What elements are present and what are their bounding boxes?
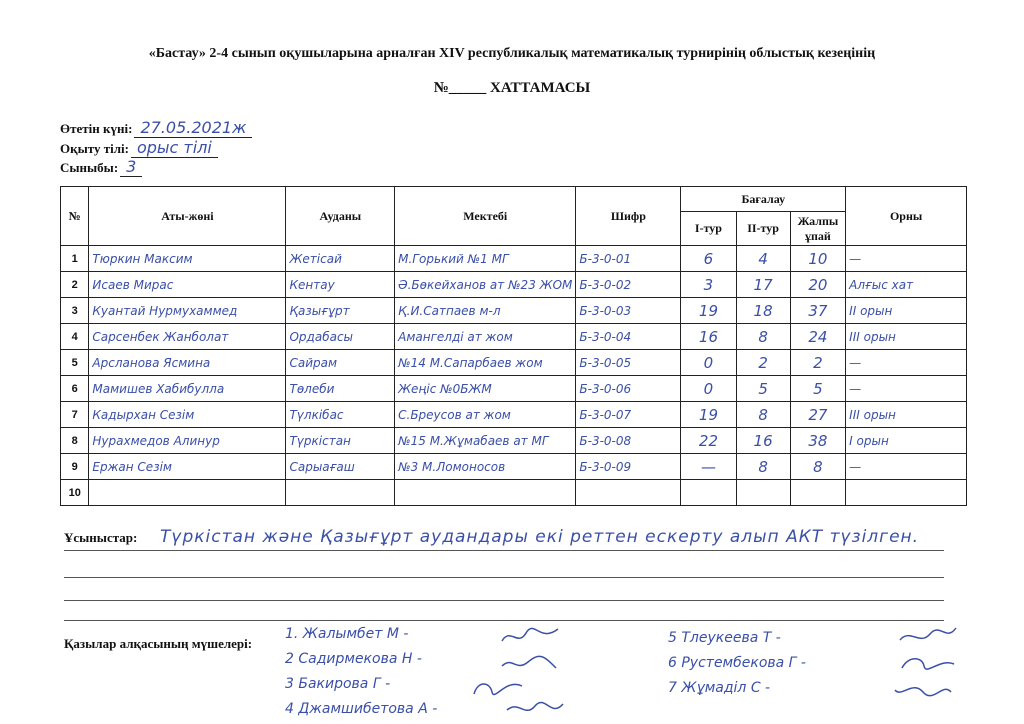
place-cell: — <box>846 454 967 480</box>
tour1-score: 0 <box>681 350 736 376</box>
jury-label: Қазылар алқасының мүшелері: <box>64 636 253 651</box>
student-name: Арсланова Ясмина <box>89 350 286 376</box>
student-name: Ержан Сезім <box>89 454 286 480</box>
tour1-score: 22 <box>681 428 736 454</box>
tour2-score: 8 <box>736 324 790 350</box>
school-cell: Ә.Бөкейханов ат №23 ЖОМ <box>395 272 576 298</box>
place-cell: Алғыс хат <box>846 272 967 298</box>
row-num: 10 <box>61 480 89 506</box>
table-row <box>61 272 967 298</box>
total-score: 27 <box>790 402 845 428</box>
tour1-score: 3 <box>681 272 736 298</box>
school-cell: М.Горький №1 МГ <box>395 246 576 272</box>
tour2-score: 4 <box>736 246 790 272</box>
tour2-score: 8 <box>736 402 790 428</box>
student-name: Нурахмедов Алинур <box>89 428 286 454</box>
signature-mark <box>898 626 958 648</box>
total-score: 24 <box>790 324 845 350</box>
date-label: Өтетін күні: <box>60 121 133 136</box>
code-cell: Б-3-0-02 <box>576 272 681 298</box>
rule-line <box>64 577 944 578</box>
tour1-score: 19 <box>681 402 736 428</box>
district-cell: Қазығұрт <box>286 298 395 324</box>
district-cell: Сарыағаш <box>286 454 395 480</box>
tour2-score: 5 <box>736 376 790 402</box>
protocol-title: №_____ ХАТТАМАСЫ <box>433 80 591 96</box>
student-name: Куантай Нурмухаммед <box>89 298 286 324</box>
row-num: 4 <box>61 324 89 350</box>
date-row <box>60 118 252 137</box>
student-name: Тюркин Максим <box>89 246 286 272</box>
student-name: Кадырхан Сезім <box>89 402 286 428</box>
table-row <box>61 324 967 350</box>
table-row <box>61 480 967 506</box>
code-cell: Б-3-0-04 <box>576 324 681 350</box>
code-cell: Б-3-0-03 <box>576 298 681 324</box>
row-num: 8 <box>61 428 89 454</box>
table-row <box>61 376 967 402</box>
header-district: Ауданы <box>286 187 395 246</box>
tour2-score: 2 <box>736 350 790 376</box>
row-num: 6 <box>61 376 89 402</box>
district-cell: Түлкібас <box>286 402 395 428</box>
row-num: 3 <box>61 298 89 324</box>
school-cell: №15 М.Жұмабаев ат МГ <box>395 428 576 454</box>
row-num: 2 <box>61 272 89 298</box>
place-cell: III орын <box>846 324 967 350</box>
tour2-score: 17 <box>736 272 790 298</box>
jury-member: 4 Джамшибетова А - <box>285 701 438 717</box>
school-cell: №3 М.Ломоносов <box>395 454 576 480</box>
jury-member: 1. Жалымбет М - <box>285 626 409 642</box>
place-cell: III орын <box>846 402 967 428</box>
student-name: Мамишев Хабибулла <box>89 376 286 402</box>
tour2-score: 8 <box>736 454 790 480</box>
header-school: Мектебі <box>395 187 576 246</box>
place-cell: I орын <box>846 428 967 454</box>
header-code: Шифр <box>576 187 681 246</box>
tour2-score: 18 <box>736 298 790 324</box>
school-cell: С.Бреусов ат жом <box>395 402 576 428</box>
table-row <box>61 298 967 324</box>
district-cell: Түркістан <box>286 428 395 454</box>
total-score: 8 <box>790 454 845 480</box>
header-place: Орны <box>846 187 967 246</box>
code-cell: Б-3-0-05 <box>576 350 681 376</box>
table-row <box>61 246 967 272</box>
row-num: 1 <box>61 246 89 272</box>
total-score <box>790 480 845 506</box>
total-score: 10 <box>790 246 845 272</box>
recommendations-label: Ұсыныстар: <box>64 530 138 545</box>
rule-line <box>64 620 944 621</box>
school-cell: Қ.И.Сатпаев м-л <box>395 298 576 324</box>
tour1-score: 6 <box>681 246 736 272</box>
place-cell: — <box>846 350 967 376</box>
signature-mark <box>500 652 560 674</box>
recommendations-text: Түркістан және Қазығұрт аудандары екі реттен ескерту алып АКТ түзілген. <box>160 527 920 547</box>
code-cell: Б-3-0-07 <box>576 402 681 428</box>
jury-member: 6 Рустембекова Г - <box>668 655 806 671</box>
jury-member: 7 Жұмаділ С - <box>668 680 771 696</box>
total-score: 2 <box>790 350 845 376</box>
table-row <box>61 402 967 428</box>
tour2-score: 16 <box>736 428 790 454</box>
signature-mark <box>505 698 565 720</box>
total-score: 38 <box>790 428 845 454</box>
jury-left-list <box>285 622 437 722</box>
code-cell: Б-3-0-09 <box>576 454 681 480</box>
student-name: Сарсенбек Жанболат <box>89 324 286 350</box>
district-cell <box>286 480 395 506</box>
tour1-score: 16 <box>681 324 736 350</box>
signature-mark <box>898 652 958 674</box>
school-cell: Амангелді ат жом <box>395 324 576 350</box>
header-tour2: II-тур <box>736 212 790 246</box>
school-cell <box>395 480 576 506</box>
date-value: 27.05.2021ж <box>134 118 252 138</box>
header-total: Жалпы ұпай <box>790 212 845 246</box>
row-num: 7 <box>61 402 89 428</box>
grade-row <box>60 157 142 176</box>
total-score: 37 <box>790 298 845 324</box>
district-cell: Ордабасы <box>286 324 395 350</box>
tour1-score: — <box>681 454 736 480</box>
jury-right-list <box>668 626 806 701</box>
table-row <box>61 454 967 480</box>
language-value: орыс тілі <box>131 138 218 158</box>
grade-label: Сыныбы: <box>60 160 119 175</box>
code-cell: Б-3-0-01 <box>576 246 681 272</box>
jury-member: 3 Бакирова Г - <box>285 676 391 692</box>
code-cell <box>576 480 681 506</box>
results-table <box>60 186 967 506</box>
tour2-score <box>736 480 790 506</box>
header-grading: Бағалау <box>681 187 846 212</box>
language-row <box>60 138 218 157</box>
document-title: «Бастау» 2-4 сынып оқушыларына арналған XIV республикалық математикалық турнирінің облыстық кезеңінің <box>148 46 876 61</box>
school-cell: №14 М.Сапарбаев жом <box>395 350 576 376</box>
signature-mark <box>500 625 560 647</box>
district-cell: Кентау <box>286 272 395 298</box>
district-cell: Төлеби <box>286 376 395 402</box>
table-row <box>61 350 967 376</box>
district-cell: Сайрам <box>286 350 395 376</box>
place-cell: — <box>846 376 967 402</box>
rule-line <box>64 600 944 601</box>
table-row <box>61 428 967 454</box>
language-label: Оқыту тілі: <box>60 141 129 156</box>
row-num: 9 <box>61 454 89 480</box>
grade-value: 3 <box>120 157 142 177</box>
header-tour1: I-тур <box>681 212 736 246</box>
results-body <box>61 246 967 506</box>
district-cell: Жетісай <box>286 246 395 272</box>
place-cell: — <box>846 246 967 272</box>
signature-mark <box>893 678 953 700</box>
jury-member: 2 Садирмекова Н - <box>285 651 422 667</box>
signature-mark <box>470 676 530 698</box>
tour1-score: 19 <box>681 298 736 324</box>
place-cell: II орын <box>846 298 967 324</box>
header-num: № <box>61 187 89 246</box>
row-num: 5 <box>61 350 89 376</box>
place-cell <box>846 480 967 506</box>
code-cell: Б-3-0-06 <box>576 376 681 402</box>
rule-line <box>64 550 944 551</box>
header-name: Аты-жөні <box>89 187 286 246</box>
code-cell: Б-3-0-08 <box>576 428 681 454</box>
tour1-score <box>681 480 736 506</box>
school-cell: Жеңіс №0БЖМ <box>395 376 576 402</box>
total-score: 20 <box>790 272 845 298</box>
jury-member: 5 Тлеукеева Т - <box>668 630 781 646</box>
student-name <box>89 480 286 506</box>
student-name: Исаев Мирас <box>89 272 286 298</box>
total-score: 5 <box>790 376 845 402</box>
tour1-score: 0 <box>681 376 736 402</box>
